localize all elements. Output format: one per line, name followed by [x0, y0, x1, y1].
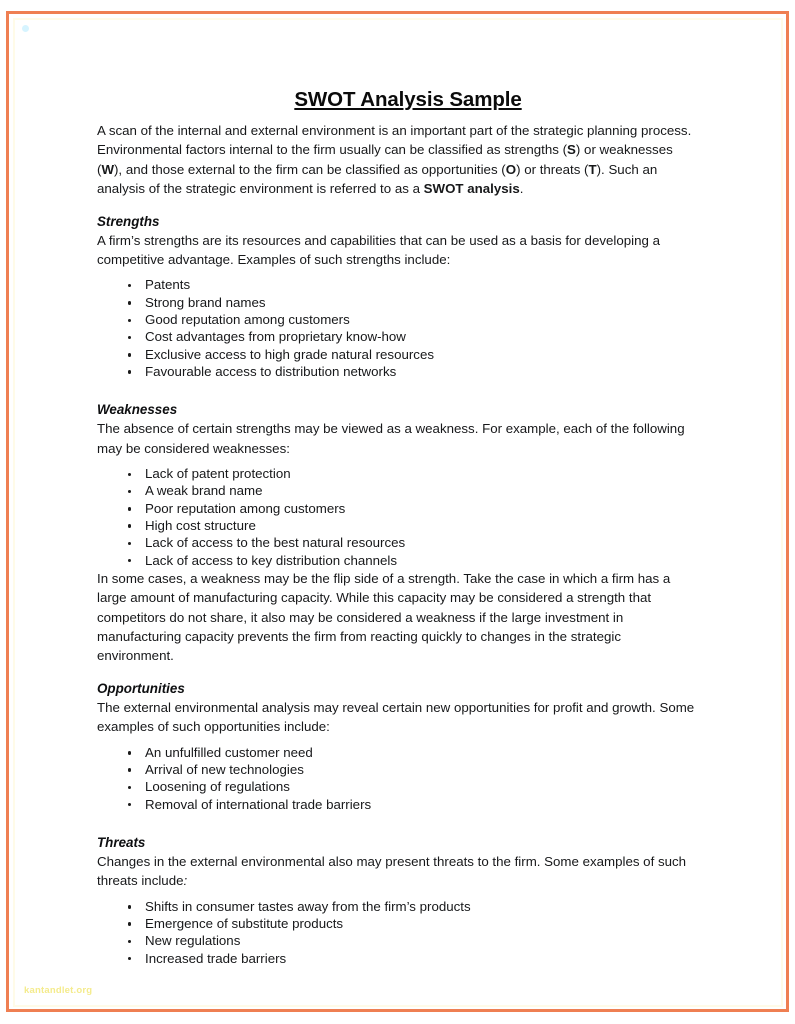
- section-intro-threats-colon: :: [183, 873, 188, 889]
- intro-bold-o: O: [505, 161, 517, 177]
- list-item: Poor reputation among customers: [97, 500, 697, 517]
- list-item: Exclusive access to high grade natural resources: [97, 346, 697, 363]
- list-item: Lack of access to the best natural resources: [97, 534, 697, 551]
- list-item: Loosening of regulations: [97, 778, 697, 795]
- spacer: [97, 666, 697, 680]
- intro-part-1: A scan of the internal and external environment is an important part of the strategic planning process. Environmental factors internal to the firm usually can be classified as strengths (: [97, 123, 692, 158]
- intro-bold-swot-analysis: SWOT analysis: [423, 181, 520, 197]
- list-item: Lack of patent protection: [97, 465, 697, 482]
- section-intro-strengths: A firm’s strengths are its resources and capabilities that can be used as a basis for developing a competitive advantage. Examples of such strengths include:: [97, 232, 660, 268]
- list-item: Increased trade barriers: [97, 950, 697, 967]
- intro-part-5: ). Such an analysis of the strategic environment is referred to as a: [97, 161, 658, 197]
- spacer: [97, 737, 697, 744]
- section-heading-threats: Threats: [97, 834, 146, 850]
- bullet-list-threats: [97, 898, 697, 967]
- section-intro-threats: [97, 852, 697, 891]
- list-item: Good reputation among customers: [97, 311, 697, 328]
- list-item: Shifts in consumer tastes away from the firm’s products: [97, 898, 697, 915]
- section-intro-threats-text: Changes in the external environmental also may present threats to the firm. Some examples of such threats include: [97, 853, 687, 889]
- list-item: Removal of international trade barriers: [97, 796, 697, 813]
- list-item: Patents: [97, 276, 697, 293]
- intro-part-6: .: [519, 181, 524, 197]
- list-item: Strong brand names: [97, 294, 697, 311]
- section-intro-opportunities: The external environmental analysis may reveal certain new opportunities for profit and growth. Some examples of such opportunities include:: [97, 699, 695, 735]
- section-outro-weaknesses: In some cases, a weakness may be the flip side of a strength. Take the case in which a firm has a large amount of manufacturing capacity. While this capacity may be considered a strength that competitors do not share, it also may be considered a weakness if the large investment in manufacturing capacity prevents the firm from reacting quickly to changes in the strategic environment.: [97, 570, 671, 664]
- watermark: kantandlet.org: [24, 985, 93, 996]
- bullet-list-opportunities: [97, 744, 697, 813]
- spacer: [97, 891, 697, 898]
- intro-bold-s: S: [567, 142, 576, 158]
- list-item: Favourable access to distribution networks: [97, 363, 697, 380]
- spacer: [97, 199, 697, 213]
- bullet-list-strengths: [97, 276, 697, 380]
- list-item: New regulations: [97, 932, 697, 949]
- list-item: Arrival of new technologies: [97, 761, 697, 778]
- intro-part-2: ) or weaknesses (: [97, 142, 673, 177]
- intro-part-3: ), and those external to the firm can be classified as opportunities (: [114, 161, 506, 177]
- list-item: An unfulfilled customer need: [97, 744, 697, 761]
- spacer: [97, 380, 697, 401]
- intro-bold-w: W: [101, 161, 114, 177]
- section-intro-weaknesses: The absence of certain strengths may be viewed as a weakness. For example, each of the following may be considered weaknesses:: [97, 421, 685, 456]
- section-heading-weaknesses: Weaknesses: [97, 402, 178, 418]
- scan-artifact-speck: [22, 25, 29, 32]
- intro-part-4: ) or threats (: [516, 161, 589, 177]
- page-title: SWOT Analysis Sample: [294, 88, 522, 111]
- list-item: Lack of access to key distribution channels: [97, 552, 697, 569]
- intro-paragraph: [97, 121, 697, 199]
- spacer: [97, 813, 697, 834]
- spacer: [97, 269, 697, 276]
- list-item: A weak brand name: [97, 482, 697, 499]
- spacer: [97, 458, 697, 465]
- section-heading-opportunities: Opportunities: [97, 680, 185, 696]
- list-item: High cost structure: [97, 517, 697, 534]
- list-item: Emergence of substitute products: [97, 915, 697, 932]
- bullet-list-weaknesses: [97, 465, 697, 569]
- intro-bold-t: T: [588, 161, 597, 177]
- document-content: [97, 88, 697, 967]
- list-item: Cost advantages from proprietary know-how: [97, 328, 697, 345]
- section-heading-strengths: Strengths: [97, 213, 160, 229]
